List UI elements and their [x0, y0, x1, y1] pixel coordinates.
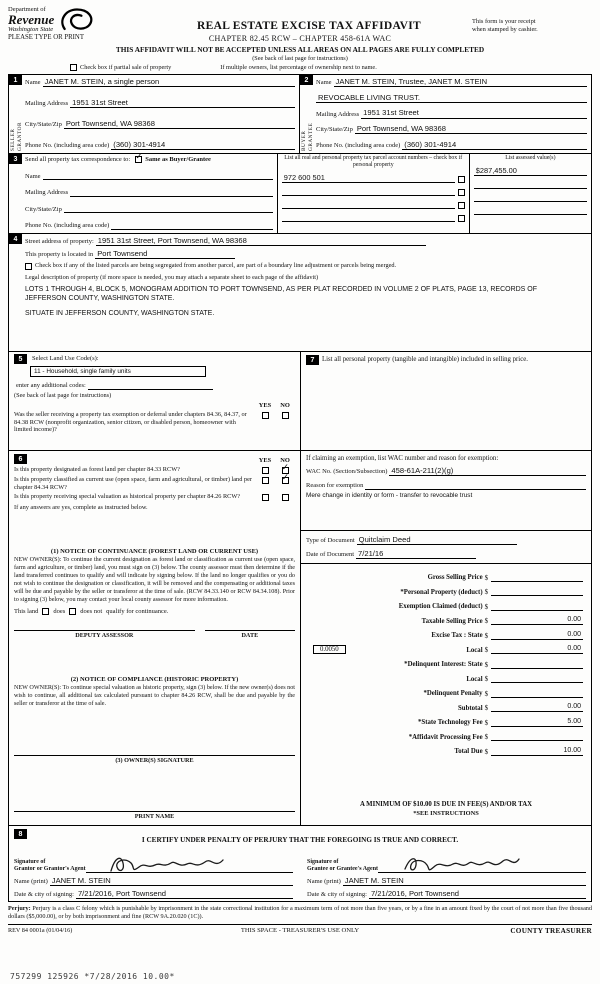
- notice-of-compliance-title: (2) NOTICE OF COMPLIANCE (HISTORIC PROPERTY): [70, 675, 239, 683]
- exemption-block: [301, 451, 591, 531]
- money-label: *Personal Property (deduct): [400, 588, 483, 596]
- historic-no-checkbox[interactable]: [282, 494, 289, 501]
- receipt-note-line1: This form is your receipt: [472, 18, 536, 25]
- forest-land-yes-checkbox[interactable]: [262, 467, 269, 474]
- corr-name-label: Name: [25, 172, 41, 180]
- personal-property-deduct-input[interactable]: [491, 587, 583, 596]
- reason-for-exemption-label: Reason for exemption: [306, 482, 364, 490]
- historic-yes-checkbox[interactable]: [262, 494, 269, 501]
- dollar-sign: $: [484, 574, 488, 582]
- type-of-document-label: Type of Document: [306, 537, 355, 545]
- corr-address-input[interactable]: [70, 187, 273, 197]
- buyer-name-value-line2[interactable]: REVOCABLE LIVING TRUST.: [316, 93, 587, 103]
- grantee-date-city-label: Date & city of signing:: [307, 891, 367, 899]
- seller-exemption-no-checkbox[interactable]: [282, 412, 289, 419]
- affidavit-processing-fee-row: [309, 732, 583, 741]
- money-label: *Delinquent Penalty: [423, 690, 483, 698]
- buyer-address-label: Mailing Address: [316, 110, 360, 118]
- grantor-signature-area[interactable]: [86, 849, 293, 873]
- money-label: Subtotal: [458, 704, 483, 712]
- dollar-sign: $: [484, 661, 488, 669]
- section-6-number: 6: [14, 454, 27, 464]
- assessed-value-input-2[interactable]: [474, 180, 587, 189]
- exemption-claimed-row: [309, 602, 583, 611]
- dollar-sign: $: [484, 719, 488, 727]
- section-5-number: 5: [14, 354, 27, 364]
- seller-address-label: Mailing Address: [25, 100, 69, 108]
- if-yes-note: If any answers are yes, complete as instructed below.: [14, 504, 148, 512]
- deputy-assessor-signature-line[interactable]: [14, 619, 195, 631]
- grantee-signature-label-line1: Signature of: [307, 858, 339, 865]
- grantor-signature-label-line2: Grantor or Grantor's Agent: [14, 865, 86, 872]
- delinquent-interest-local-input[interactable]: [491, 674, 583, 683]
- section-3-number: 3: [9, 154, 22, 164]
- segregated-parcels-label: Check box if any of the listed parcels are being segregated from another parcel, are part of a boundary line adjustment or parcels being merged.: [35, 262, 397, 270]
- personal-property-label: List all personal property (tangible and intangible) included in selling price.: [322, 356, 528, 363]
- same-as-buyer-label: Same as Buyer/Grantee: [145, 156, 211, 163]
- seller-name-label: Name: [25, 79, 41, 87]
- grantor-name-print-label: Name (print): [14, 878, 48, 886]
- buyer-citystatezip-label: City/State/Zip: [316, 126, 353, 134]
- grantee-signature: [386, 853, 536, 877]
- grantor-date-city-label: Date & city of signing:: [14, 891, 74, 899]
- money-label: Taxable Selling Price: [421, 617, 483, 625]
- additional-codes-input[interactable]: [88, 380, 213, 390]
- treasurer-use-only-label: THIS SPACE - TREASURER'S USE ONLY: [240, 927, 360, 935]
- corr-citystatezip-input[interactable]: [64, 203, 273, 213]
- owner-signature-label: (3) OWNER(S) SIGNATURE: [115, 756, 194, 764]
- money-label: *Delinquent Interest: State: [404, 661, 483, 669]
- property-description-section: [9, 233, 591, 351]
- parcel-numbers-column: [277, 154, 469, 233]
- state-technology-fee-row: [309, 718, 583, 727]
- delinquent-penalty-input[interactable]: [491, 689, 583, 698]
- seller-phone-label: Phone No. (including area code): [25, 142, 110, 150]
- forest-land-question: Is this property designated as forest land per chapter 84.33 RCW?: [14, 466, 180, 473]
- located-in-value[interactable]: Port Townsend: [95, 249, 235, 259]
- form-body: [8, 74, 592, 902]
- certification-section: [9, 825, 591, 901]
- parcel-number-input-2[interactable]: [282, 187, 455, 196]
- local-tax-value[interactable]: 0.00: [491, 645, 583, 654]
- perjury-text: Perjury is a class C felony which is punishable by imprisonment in the state correctional institution for a maximum term of not more than five years, or by a fine in an amount fixed by the court of not more than five thousand dollars ($5,000.00), or by both imprisonment and fine (RCW 9A.20.020 (1C)).: [8, 905, 592, 921]
- grantor-signature: [94, 853, 244, 877]
- reason-for-exemption-input[interactable]: [365, 480, 586, 490]
- parcel-number-input-3[interactable]: [282, 200, 455, 209]
- does-not-label: does not: [80, 607, 103, 615]
- assessed-values-column: [469, 154, 591, 233]
- personal-property-deduct-row: [309, 587, 583, 596]
- affidavit-processing-fee-input[interactable]: [491, 732, 583, 741]
- section-8-number: 8: [14, 829, 27, 839]
- check-icon: ✓: [281, 473, 290, 483]
- dollar-sign: $: [484, 618, 488, 626]
- exemption-intro: If claiming an exemption, list WAC number and reason for exemption:: [306, 455, 499, 462]
- corr-name-input[interactable]: [43, 170, 273, 180]
- seller-address-value[interactable]: 1951 31st Street: [70, 98, 295, 108]
- legal-description-label: Legal description of property (if more space is needed, you may attach a separate sheet to each page of the affidavit): [25, 274, 319, 282]
- current-use-yes-checkbox[interactable]: [262, 477, 269, 484]
- dollar-sign: $: [484, 647, 488, 655]
- current-use-no-checkbox[interactable]: [281, 473, 290, 484]
- parcel-number-input-4[interactable]: [282, 213, 455, 222]
- header: [8, 6, 592, 36]
- notice-of-continuance-title: (1) NOTICE OF CONTINUANCE (FOREST LAND OR CURRENT USE): [50, 547, 259, 555]
- gross-selling-price-input[interactable]: [491, 573, 583, 582]
- delinquent-interest-state-input[interactable]: [491, 660, 583, 669]
- exemption-claimed-input[interactable]: [491, 602, 583, 611]
- seller-grantor-section: [9, 75, 300, 153]
- seller-exemption-yes-checkbox[interactable]: [262, 412, 269, 419]
- subtotal-row: [309, 703, 583, 712]
- current-use-question: Is this property classified as current use (open space, farm and agricultural, or timber) land per chapter 84.34 RCW?: [14, 476, 252, 491]
- money-label: Local: [466, 675, 483, 683]
- notice-of-continuance-text: NEW OWNER(S): To continue the current designation as forest land or classification as current use (open space, farm and agriculture, or timber) land, you must sign on (3) below. The county assessor must then determine if the land transferred continues to qualify and will indicate by signing below. If the land no longer qualifies or you do not wish to continue the designation or classification, it will be removed and the compensating or additional taxes will be due and payable by the seller or transferor at the time of sale. (RCW 84.33.140 or RCW 84.34.108). Prior to signing (3) below, you may contact your local county assessor for more information.: [14, 556, 295, 603]
- chapter-subtitle: CHAPTER 82.45 RCW – CHAPTER 458-61A WAC: [208, 34, 392, 43]
- additional-codes-label: enter any additional codes:: [16, 382, 86, 390]
- dollar-sign: $: [484, 690, 488, 698]
- correspondence-column: [9, 154, 277, 233]
- grantor-name-print-value[interactable]: JANET M. STEIN: [50, 876, 293, 886]
- deputy-date-line[interactable]: [205, 619, 295, 631]
- dollar-sign: $: [484, 748, 488, 756]
- seller-citystatezip-value[interactable]: Port Townsend, WA 98368: [64, 119, 295, 129]
- county-treasurer-label: COUNTY TREASURER: [510, 927, 592, 936]
- perjury-statement: [8, 905, 592, 921]
- logo-revenue: Revenue: [8, 12, 55, 27]
- see-instructions-note: *SEE INSTRUCTIONS: [413, 810, 479, 817]
- corr-citystatezip-label: City/State/Zip: [25, 205, 62, 213]
- classification-section: [9, 451, 300, 825]
- street-address-label: Street address of property:: [25, 238, 94, 246]
- grantee-date-city-value[interactable]: 7/21/2016, Port Townsend: [369, 889, 586, 899]
- perjury-certification: I CERTIFY UNDER PENALTY OF PERJURY THAT THE FOREGOING IS TRUE AND CORRECT.: [141, 836, 459, 844]
- assessed-values-header: List assessed value(s): [505, 155, 556, 161]
- minimum-due-note: A MINIMUM OF $10.00 IS DUE IN FEE(S) AND/OR TAX: [359, 801, 533, 808]
- grantee-signature-label-line2: Grantee or Grantee's Agent: [307, 865, 379, 872]
- land-use-section: [9, 352, 300, 451]
- wac-number-value[interactable]: 458-61A-211(2)(g): [389, 466, 586, 476]
- same-as-buyer-checkbox[interactable]: [135, 152, 143, 163]
- seller-grantor-side-label: SELLER GRANTOR: [10, 121, 23, 151]
- form-revision-number: REV 84 0001a (01/04/16): [8, 927, 73, 935]
- buyer-phone-label: Phone No. (including area code): [316, 142, 401, 150]
- seller-exemption-question: Was the seller receiving a property tax exemption or deferral under chapters 84.36, 84.37, or 84.38 RCW (nonprofit organization, senior citizen, or disabled person, homeowner with limited income)?: [14, 410, 247, 434]
- perjury-bold: Perjury:: [8, 905, 31, 912]
- segregated-parcels-checkbox[interactable]: [25, 263, 32, 270]
- reason-for-exemption-value[interactable]: Mere change in identity or form - transfer to revocable trust: [306, 492, 473, 500]
- parcel-personal-checkbox-1[interactable]: [458, 176, 465, 183]
- grantee-signature-area[interactable]: [378, 849, 586, 873]
- multiple-owners-note: If multiple owners, list percentage of ownership next to name.: [220, 64, 377, 71]
- date-of-document-label: Date of Document: [306, 551, 355, 559]
- money-label: *Affidavit Processing Fee: [408, 733, 483, 741]
- date-of-document-value[interactable]: 7/21/16: [356, 549, 476, 559]
- excise-tax-state-row: [309, 631, 583, 640]
- legal-description-text[interactable]: LOTS 1 THROUGH 4, BLOCK 5, MONOGRAM ADDITION TO PORT TOWNSEND, AS PER PLAT RECORDED IN VOLUME 2 OF PLATS, PAGE 13, RECORDS OF JEFFERSON COUNTY, WASHINGTON STATE.: [25, 285, 538, 303]
- date-label: DATE: [241, 632, 259, 640]
- corr-phone-input[interactable]: [111, 220, 272, 230]
- please-type-or-print: PLEASE TYPE OR PRINT: [8, 34, 84, 41]
- affidavit-warning: THIS AFFIDAVIT WILL NOT BE ACCEPTED UNLESS ALL AREAS ON ALL PAGES ARE FULLY COMPLETED: [115, 45, 485, 54]
- dollar-sign: $: [484, 603, 488, 611]
- grantee-name-print-value[interactable]: JANET M. STEIN: [343, 876, 586, 886]
- does-label: does: [53, 607, 66, 615]
- land-does-checkbox[interactable]: [42, 608, 49, 615]
- corr-phone-label: Phone No. (including area code): [25, 222, 110, 230]
- street-address-value[interactable]: 1951 31st Street, Port Townsend, WA 98368: [96, 236, 426, 246]
- logo-swoosh-icon: [57, 6, 97, 36]
- money-label: Gross Selling Price: [427, 574, 483, 582]
- wac-label: WAC No. (Section/Subsection): [306, 468, 388, 476]
- section-2-number: 2: [300, 75, 313, 85]
- dollar-sign: $: [484, 705, 488, 713]
- total-due-row: [309, 747, 583, 756]
- assessed-value[interactable]: $287,455.00: [474, 166, 587, 176]
- delinquent-interest-state-row: [309, 660, 583, 669]
- parcel-number-value[interactable]: 972 600 501: [282, 173, 455, 183]
- document-block: [301, 531, 591, 564]
- send-correspondence-label: Send all property tax correspondence to:: [25, 156, 131, 163]
- dollar-sign: $: [484, 589, 488, 597]
- seller-phone-value[interactable]: (360) 301-4914: [111, 140, 295, 150]
- local-rate-row: [309, 645, 583, 654]
- parcel-personal-checkbox-2[interactable]: [458, 189, 465, 196]
- grantee-name-print-label: Name (print): [307, 878, 341, 886]
- subtotal-value[interactable]: 0.00: [491, 703, 583, 712]
- section-4-number: 4: [9, 234, 22, 244]
- buyer-name-label: Name: [316, 79, 332, 87]
- dollar-sign: $: [484, 632, 488, 640]
- grantor-signature-label-line1: Signature of: [14, 858, 46, 865]
- check-icon: ✓: [135, 152, 143, 163]
- assessed-value-input-4[interactable]: [474, 206, 587, 215]
- excise-tax-state-value[interactable]: 0.00: [491, 631, 583, 640]
- section-7-number: 7: [306, 355, 319, 365]
- dollar-sign: $: [484, 676, 488, 684]
- parcel-personal-checkbox-3[interactable]: [458, 202, 465, 209]
- tax-computation-section: [301, 352, 591, 825]
- money-label: Excise Tax : State: [431, 632, 483, 640]
- no-column-header-6: NO: [280, 456, 290, 464]
- located-in-label: This property is located in: [25, 251, 94, 259]
- grantor-date-city-value[interactable]: 7/21/2016, Port Townsend: [76, 889, 293, 899]
- owner-print-name-line[interactable]: [14, 800, 295, 812]
- parcel-numbers-header: List all real and personal property tax parcel account numbers – check box if personal property: [284, 155, 463, 168]
- print-name-label: PRINT NAME: [134, 812, 175, 820]
- total-due-value[interactable]: 10.00: [491, 747, 583, 756]
- dollar-sign: $: [484, 734, 488, 742]
- seller-citystatezip-label: City/State/Zip: [25, 121, 62, 129]
- receipt-note: [472, 6, 592, 34]
- deputy-assessor-label: DEPUTY ASSESSOR: [75, 632, 134, 640]
- parcel-personal-checkbox-4[interactable]: [458, 215, 465, 222]
- receipt-note-line2: when stamped by cashier.: [472, 26, 538, 33]
- middle-columns: [9, 351, 591, 825]
- footer: [8, 924, 592, 935]
- no-column-header: NO: [280, 401, 290, 409]
- see-back-note: (See back of last page for instructions): [252, 55, 348, 62]
- tax-correspondence-row: [9, 153, 591, 233]
- logo-washington-state: Washington State: [8, 26, 54, 33]
- yes-column-header-6: YES: [258, 456, 272, 464]
- owner-signature-line[interactable]: [14, 744, 295, 756]
- check-icon: ✓: [281, 463, 290, 473]
- gross-selling-price-row: [309, 573, 583, 582]
- cashier-receipt-stamp: 757299 125926 *7/28/2016 10.00*: [10, 972, 175, 981]
- qualify-label: qualify for continuance.: [106, 607, 169, 615]
- form-title: REAL ESTATE EXCISE TAX AFFIDAVIT: [197, 20, 421, 32]
- historic-property-question: Is this property receiving special valuation as historical property per chapter 84.26 RCW?: [14, 493, 241, 501]
- buyer-grantee-side-label: BUYER GRANTEE: [301, 122, 314, 151]
- see-back-instructions: (See back of last page for instructions): [14, 392, 112, 399]
- grantor-signature-column: [14, 849, 293, 899]
- partial-sale-checkbox[interactable]: [70, 64, 77, 71]
- land-use-select[interactable]: 11 - Household, single family units: [30, 366, 206, 377]
- land-use-label: Select Land Use Code(s):: [32, 355, 99, 363]
- yes-column-header: YES: [258, 401, 272, 409]
- buyer-address-value[interactable]: 1951 31st Street: [361, 108, 587, 118]
- notice-of-compliance-text: NEW OWNER(S): To continue special valuation as historic property, sign (3) below. If the new owner(s) does not wish to continue, all additional tax calculated pursuant to chapter 84.26 RCW, shall be due and payable by the seller or transferor at the time of sale.: [14, 684, 295, 707]
- buyer-phone-value[interactable]: (360) 301-4914: [402, 140, 587, 150]
- buyer-name-value[interactable]: JANET M. STEIN, Trustee, JANET M. STEIN: [334, 77, 587, 87]
- delinquent-penalty-row: [309, 689, 583, 698]
- logo-department-of: Department of: [8, 6, 46, 13]
- state-technology-fee-value[interactable]: 5.00: [491, 718, 583, 727]
- taxable-selling-price-value[interactable]: 0.00: [491, 616, 583, 625]
- partial-sale-label: Check box if partial sale of property: [80, 64, 172, 71]
- buyer-grantee-section: [300, 75, 591, 153]
- money-label: *State Technology Fee: [418, 719, 483, 727]
- dept-revenue-logo: [8, 6, 146, 36]
- situate-text[interactable]: SITUATE IN JEFFERSON COUNTY, WASHINGTON STATE.: [25, 310, 215, 318]
- corr-address-label: Mailing Address: [25, 189, 69, 197]
- section-1-number: 1: [9, 75, 22, 85]
- money-label: Local: [466, 646, 483, 654]
- local-rate-box[interactable]: 0.0050: [313, 645, 346, 654]
- assessed-value-input-3[interactable]: [474, 193, 587, 202]
- money-block: [301, 564, 591, 756]
- parties-row: [9, 75, 591, 153]
- type-of-document-value[interactable]: Quitclaim Deed: [357, 535, 517, 545]
- taxable-selling-price-row: [309, 616, 583, 625]
- buyer-citystatezip-value[interactable]: Port Townsend, WA 98368: [355, 124, 587, 134]
- grantee-signature-column: [307, 849, 586, 899]
- land-does-not-checkbox[interactable]: [69, 608, 76, 615]
- money-label: Exemption Claimed (deduct): [398, 603, 483, 611]
- this-land-label: This land: [14, 607, 39, 615]
- seller-name-value[interactable]: JANET M. STEIN, a single person: [43, 77, 295, 87]
- delinquent-interest-local-row: [309, 674, 583, 683]
- money-label: Total Due: [454, 748, 483, 756]
